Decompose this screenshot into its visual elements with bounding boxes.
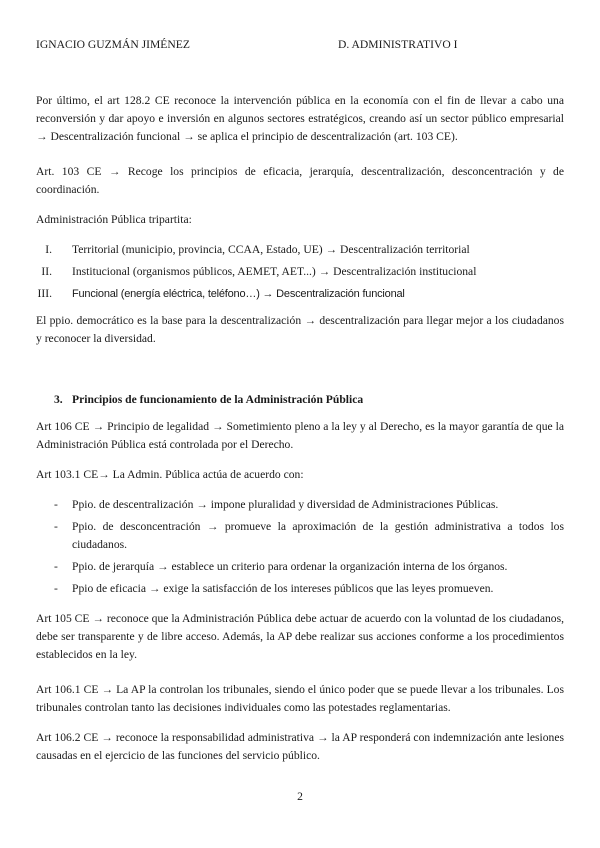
list-item-marker: - <box>54 498 58 511</box>
list-item-text: Ppio. de descentralización → impone pluralidad y diversidad de Administraciones Públicas. <box>72 498 499 511</box>
list-item <box>36 241 564 263</box>
list-item-text: Ppio de eficacia → exige la satisfacción de los intereses públicos que las leyes promueven. <box>72 582 494 595</box>
list-item-number: II. <box>41 265 52 278</box>
paragraph-art-105: Art 105 CE → reconoce que la Administración Pública debe actuar de acuerdo con la voluntad de los ciudadanos, debe ser transparente y de libre acceso. Además, la AP debe realizar sus acciones conforme a los procedimientos establecidos en la ley. <box>36 612 564 661</box>
list-item-text: Institucional (organismos públicos, AEMET, AET...) → Descentralización institucional <box>72 265 477 278</box>
list-item-text: Ppio. de jerarquía → establece un criterio para ordenar la organización interna de los órganos. <box>72 560 508 573</box>
list-item <box>36 496 564 514</box>
list-item-marker: - <box>54 560 58 573</box>
list-item <box>36 518 564 554</box>
list-item-text: Ppio. de desconcentración → promueve la aproximación de la gestión administrativa a todos los ciudadanos. <box>72 520 564 551</box>
paragraph-art-106-2: Art 106.2 CE → reconoce la responsabilidad administrativa → la AP responderá con indemnización ante lesiones causadas en el ejercicio de las funciones del servicio público. <box>36 731 564 762</box>
section-number: 3. <box>54 393 63 406</box>
page-number: 2 <box>297 790 303 803</box>
list-item-marker: - <box>54 582 58 595</box>
paragraph-democratic-principle: El ppio. democrático es la base para la descentralización → descentralización para llegar mejor a los ciudadanos y reconocer la diversidad. <box>36 314 564 345</box>
page-header <box>36 36 564 54</box>
section-title: Principios de funcionamiento de la Administración Pública <box>72 393 364 406</box>
list-item <box>36 263 564 285</box>
tripartite-list <box>36 241 564 307</box>
header-subject: D. ADMINISTRATIVO I <box>338 38 458 51</box>
list-item-text: Funcional (energía eléctrica, teléfono…) → Descentralización funcional <box>72 288 405 300</box>
paragraph-art-106-1: Art 106.1 CE → La AP la controlan los tribunales, siendo el único poder que se puede llevar a los tribunales. Los tribunales controlan tanto las decisiones individuales como las potestades reglamentarias. <box>36 683 564 714</box>
header-author: IGNACIO GUZMÁN JIMÉNEZ <box>36 38 190 51</box>
list-item-marker: - <box>54 520 58 533</box>
paragraph-art-128: Por último, el art 128.2 CE reconoce la intervención pública en la economía con el fin de llevar a cabo una reconversión y dar apoyo e inversión en algunos sectores estratégicos, creando así un sector público empresarial → Descentralización funcional → se aplica el principio de descentralización (art. 103 CE). <box>36 94 564 143</box>
paragraph-art-103: Art. 103 CE → Recoge los principios de eficacia, jerarquía, descentralización, desconcentración y de coordinación. <box>36 165 564 196</box>
list-item <box>36 580 564 598</box>
principles-list <box>36 496 564 602</box>
paragraph-art-106: Art 106 CE → Principio de legalidad → Sometimiento pleno a la ley y al Derecho, es la mayor garantía de que la Administración Pública está controlada por el Derecho. <box>36 420 564 451</box>
section-heading <box>54 391 363 409</box>
paragraph-tripartite-intro: Administración Pública tripartita: <box>36 213 192 226</box>
paragraph-art-103-1: Art 103.1 CE→ La Admin. Pública actúa de acuerdo con: <box>36 468 304 481</box>
list-item <box>36 558 564 576</box>
list-item <box>36 285 564 307</box>
list-item-number: I. <box>45 243 52 256</box>
list-item-text: Territorial (municipio, provincia, CCAA, Estado, UE) → Descentralización territorial <box>72 243 470 256</box>
list-item-number: III. <box>37 287 52 300</box>
